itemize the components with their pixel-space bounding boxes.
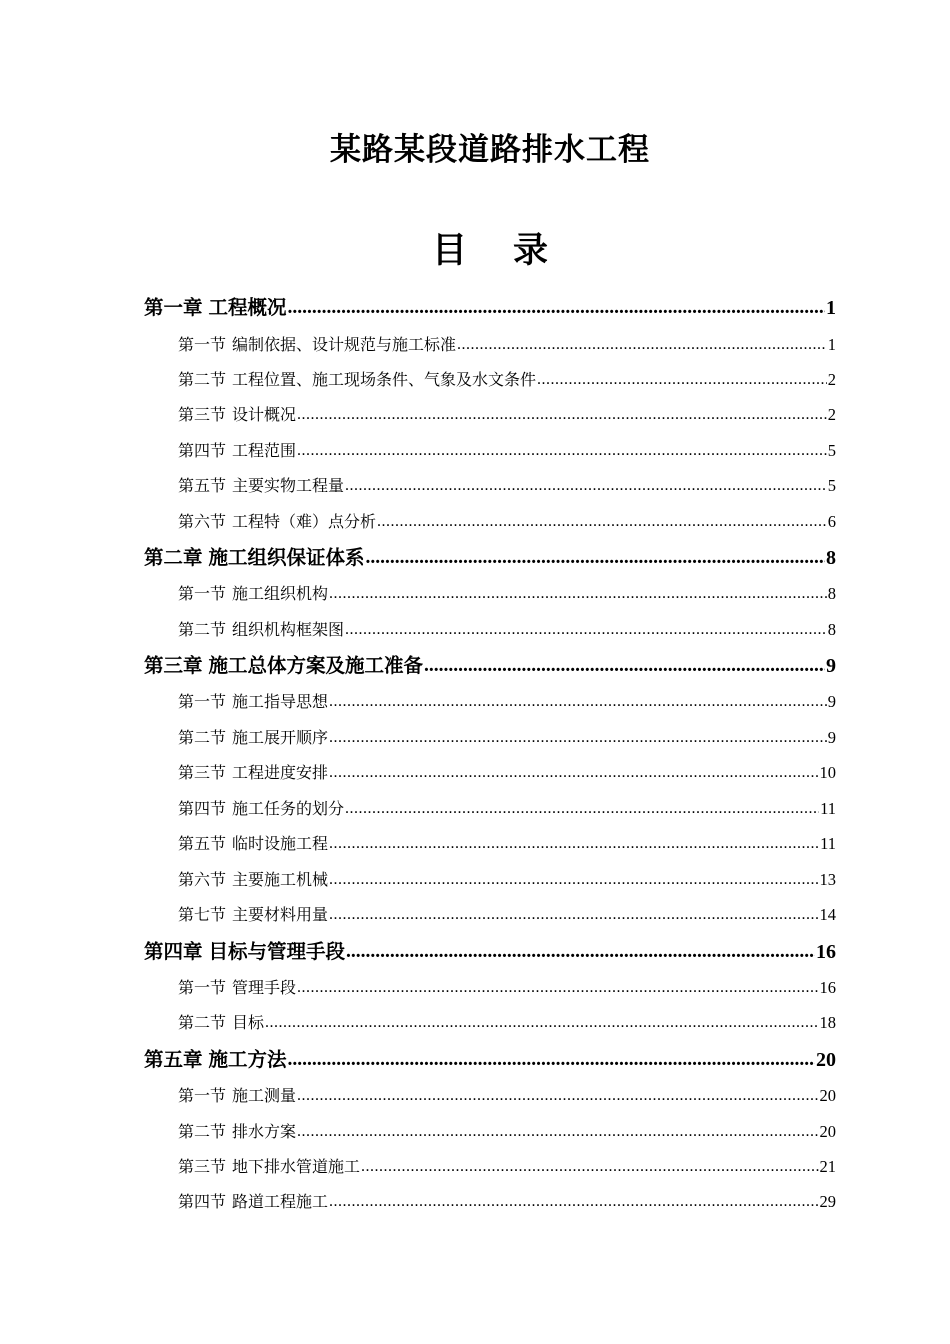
toc-entry-label <box>178 1155 360 1179</box>
toc-dot-leader <box>297 403 827 427</box>
toc-entry-number: 第二节 <box>178 1122 227 1141</box>
toc-page-number: 29 <box>819 1192 836 1211</box>
toc-page-number: 1 <box>826 297 836 319</box>
toc-entry-label <box>178 868 328 892</box>
toc-entry-title: 路道工程施工 <box>232 1192 329 1211</box>
toc-chapter-entry[interactable] <box>144 294 836 322</box>
toc-entry-title: 主要施工机械 <box>232 870 329 889</box>
toc-entry-number: 第一节 <box>178 335 227 354</box>
toc-entry-number: 第四章 <box>144 940 203 963</box>
toc-entry-label <box>178 1190 328 1214</box>
toc-entry-number: 第二节 <box>178 620 227 639</box>
toc-dot-leader <box>329 868 818 892</box>
toc-section-entry[interactable] <box>178 726 836 750</box>
toc-heading-char-1: 目 <box>431 231 467 271</box>
toc-entry-title: 施工组织保证体系 <box>208 546 365 569</box>
toc-page-number: 11 <box>820 799 836 818</box>
toc-entry-label <box>178 976 296 1000</box>
toc-entry-title: 工程特（难）点分析 <box>232 512 377 531</box>
toc-dot-leader <box>329 726 827 750</box>
toc-dot-leader <box>346 938 815 966</box>
toc-entry-label <box>178 726 328 750</box>
toc-page-number: 8 <box>827 620 836 639</box>
toc-entry-title: 地下排水管道施工 <box>232 1157 361 1176</box>
toc-page-number: 9 <box>826 655 836 677</box>
toc-page-number: 13 <box>819 870 836 889</box>
toc-section-entry[interactable] <box>178 1084 836 1108</box>
toc-section-entry[interactable] <box>178 333 836 357</box>
toc-dot-leader <box>329 1190 818 1214</box>
toc-entry-number: 第三节 <box>178 405 227 424</box>
toc-entry-number: 第五节 <box>178 476 227 495</box>
toc-section-entry[interactable] <box>178 439 836 463</box>
toc-page-number: 16 <box>819 978 836 997</box>
toc-page-number: 20 <box>819 1122 836 1141</box>
toc-dot-leader <box>345 618 827 642</box>
toc-section-entry[interactable] <box>178 690 836 714</box>
toc-page-number: 18 <box>819 1013 836 1032</box>
toc-section-entry[interactable] <box>178 1190 836 1214</box>
toc-page-number: 21 <box>819 1157 836 1176</box>
toc-entry-title: 施工总体方案及施工准备 <box>208 654 424 677</box>
toc-page-number: 20 <box>816 1049 836 1071</box>
toc-section-entry[interactable] <box>178 1011 836 1035</box>
toc-page-number: 2 <box>827 405 836 424</box>
toc-entry-label <box>144 652 423 680</box>
toc-entry-number: 第四节 <box>178 1192 227 1211</box>
toc-page-number: 5 <box>827 441 836 460</box>
toc-entry-number: 第四节 <box>178 441 227 460</box>
toc-dot-leader <box>329 832 819 856</box>
toc-entry-label <box>144 1046 287 1074</box>
toc-entry-title: 目标 <box>232 1013 265 1032</box>
toc-entry-title: 施工方法 <box>208 1048 287 1071</box>
toc-entry-label <box>178 474 344 498</box>
toc-heading-char-2: 录 <box>513 231 549 271</box>
toc-section-entry[interactable] <box>178 868 836 892</box>
toc-entry-title: 施工组织机构 <box>232 584 329 603</box>
toc-entry-label <box>144 294 287 322</box>
toc-chapter-entry[interactable] <box>144 938 836 966</box>
toc-dot-leader <box>265 1011 818 1035</box>
toc-entry-number: 第二章 <box>144 546 203 569</box>
toc-entry-label <box>178 368 536 392</box>
toc-page-number: 20 <box>819 1086 836 1105</box>
toc-page-number: 8 <box>826 547 836 569</box>
toc-dot-leader <box>288 294 825 322</box>
toc-entry-label <box>178 797 344 821</box>
toc-dot-leader <box>366 544 825 572</box>
toc-entry-label <box>178 761 328 785</box>
toc-entry-title: 管理手段 <box>232 978 297 997</box>
toc-entry-label <box>144 544 365 572</box>
toc-entry-title: 工程范围 <box>232 441 297 460</box>
toc-section-entry[interactable] <box>178 903 836 927</box>
toc-entry-number: 第一节 <box>178 584 227 603</box>
toc-entry-title: 工程位置、施工现场条件、气象及水文条件 <box>232 370 537 389</box>
toc-entry-title: 目标与管理手段 <box>208 940 346 963</box>
toc-entry-label <box>178 832 328 856</box>
toc-dot-leader <box>537 368 827 392</box>
toc-entry-label <box>178 618 344 642</box>
toc-entry-number: 第四节 <box>178 799 227 818</box>
toc-dot-leader <box>297 1120 818 1144</box>
toc-page-number: 11 <box>820 834 836 853</box>
toc-page-number: 6 <box>827 512 836 531</box>
toc-dot-leader <box>329 582 827 606</box>
toc-entry-label <box>178 1120 296 1144</box>
toc-dot-leader <box>424 652 825 680</box>
toc-entry-title: 主要实物工程量 <box>232 476 345 495</box>
toc-page-number: 16 <box>816 941 836 963</box>
toc-entry-number: 第一节 <box>178 978 227 997</box>
toc-entry-number: 第一章 <box>144 296 203 319</box>
toc-section-entry[interactable] <box>178 1155 836 1179</box>
toc-entry-label <box>178 333 456 357</box>
toc-dot-leader <box>329 761 818 785</box>
toc-chapter-entry[interactable] <box>144 544 836 572</box>
toc-entry-title: 编制依据、设计规范与施工标准 <box>232 335 457 354</box>
toc-section-entry[interactable] <box>178 474 836 498</box>
toc-dot-leader <box>345 797 819 821</box>
toc-entry-title: 工程概况 <box>208 296 287 319</box>
toc-entry-number: 第三章 <box>144 654 203 677</box>
toc-page-number: 1 <box>827 335 836 354</box>
toc-page-number: 10 <box>819 763 836 782</box>
toc-entry-number: 第三节 <box>178 763 227 782</box>
toc-entry-number: 第一节 <box>178 1086 227 1105</box>
toc-entry-title: 施工测量 <box>232 1086 297 1105</box>
toc-section-entry[interactable] <box>178 403 836 427</box>
toc-entry-label <box>178 690 328 714</box>
toc-entry-title: 工程进度安排 <box>232 763 329 782</box>
toc-section-entry[interactable] <box>178 618 836 642</box>
toc-section-entry[interactable] <box>178 832 836 856</box>
toc-dot-leader <box>297 976 818 1000</box>
toc-entry-label <box>144 938 345 966</box>
toc-dot-leader <box>457 333 827 357</box>
toc-section-entry[interactable] <box>178 761 836 785</box>
toc-dot-leader <box>345 474 827 498</box>
toc-section-entry[interactable] <box>178 797 836 821</box>
toc-entry-label <box>178 1011 264 1035</box>
toc-entry-number: 第五节 <box>178 834 227 853</box>
toc-dot-leader <box>329 690 827 714</box>
toc-entry-number: 第二节 <box>178 1013 227 1032</box>
toc-entry-label <box>178 1084 296 1108</box>
toc-section-entry[interactable] <box>178 582 836 606</box>
toc-page-number: 8 <box>827 584 836 603</box>
toc-chapter-entry[interactable] <box>144 1046 836 1074</box>
toc-entry-number: 第五章 <box>144 1048 203 1071</box>
toc-entry-title: 主要材料用量 <box>232 905 329 924</box>
toc-entry-label <box>178 439 296 463</box>
toc-entry-label <box>178 510 376 534</box>
toc-entry-title: 设计概况 <box>232 405 297 424</box>
toc-dot-leader <box>297 1084 818 1108</box>
toc-chapter-entry[interactable] <box>144 652 836 680</box>
toc-page-number: 9 <box>827 692 836 711</box>
toc-heading <box>0 226 950 276</box>
toc-section-entry[interactable] <box>178 1120 836 1144</box>
toc-entry-label <box>178 403 296 427</box>
toc-entry-label <box>178 582 328 606</box>
toc-entry-number: 第二节 <box>178 728 227 747</box>
toc-dot-leader <box>329 903 818 927</box>
toc-entry-title: 施工任务的划分 <box>232 799 345 818</box>
toc-entry-title: 排水方案 <box>232 1122 297 1141</box>
toc-entry-number: 第六节 <box>178 512 227 531</box>
toc-page-number: 5 <box>827 476 836 495</box>
toc-entry-number: 第七节 <box>178 905 227 924</box>
toc-entry-label <box>178 903 328 927</box>
toc-entry-title: 施工指导思想 <box>232 692 329 711</box>
toc-dot-leader <box>361 1155 818 1179</box>
toc-entry-title: 施工展开顺序 <box>232 728 329 747</box>
toc-entry-number: 第二节 <box>178 370 227 389</box>
toc-section-entry[interactable] <box>178 368 836 392</box>
toc-page-number: 14 <box>819 905 836 924</box>
toc-dot-leader <box>288 1046 815 1074</box>
toc-section-entry[interactable] <box>178 976 836 1000</box>
toc-entry-number: 第三节 <box>178 1157 227 1176</box>
toc-entry-title: 组织机构框架图 <box>232 620 345 639</box>
toc-dot-leader <box>297 439 827 463</box>
toc-entry-number: 第六节 <box>178 870 227 889</box>
toc-page-number: 2 <box>827 370 836 389</box>
toc-section-entry[interactable] <box>178 510 836 534</box>
toc-entry-number: 第一节 <box>178 692 227 711</box>
toc-entry-title: 临时设施工程 <box>232 834 329 853</box>
toc-dot-leader <box>377 510 827 534</box>
document-title: 某路某段道路排水工程 <box>330 132 650 168</box>
toc-page-number: 9 <box>827 728 836 747</box>
